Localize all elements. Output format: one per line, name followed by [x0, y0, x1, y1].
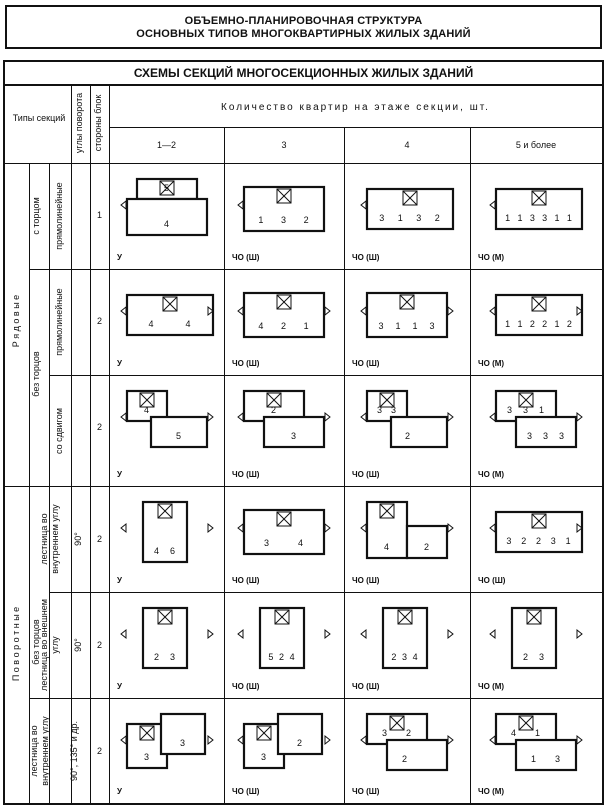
apartment-number: 1	[395, 321, 401, 331]
apartment-number: 1	[258, 215, 264, 225]
section-caption: ЧО (Ш)	[352, 682, 380, 691]
sides-row-5: 2	[96, 640, 102, 650]
sides-row-3: 2	[96, 422, 102, 432]
row-line-2	[49, 375, 602, 376]
section-plan	[490, 712, 582, 776]
sides-row-1: 1	[96, 210, 102, 220]
apartment-number: 1	[303, 321, 309, 331]
end-marker	[448, 630, 453, 638]
apartment-number: 3	[550, 536, 556, 546]
end-marker	[448, 736, 453, 744]
end-marker	[490, 736, 495, 744]
section-caption: ЧО (М)	[478, 682, 505, 691]
end-marker	[490, 524, 495, 532]
section-plan	[238, 712, 330, 776]
apartment-number: 4	[289, 652, 295, 662]
with-end-label: с торцом	[31, 197, 41, 235]
section-plan	[490, 500, 582, 564]
section-caption: У	[117, 576, 122, 585]
apartment-number: 3	[377, 405, 383, 415]
apartment-number: 2	[405, 431, 411, 441]
row-line-3	[5, 486, 602, 487]
col-header-2: 3	[281, 140, 287, 150]
end-marker	[325, 736, 330, 744]
table-subtitle: СХЕМЫ СЕКЦИЙ МНОГОСЕКЦИОННЫХ ЖИЛЫХ ЗДАНИЙ	[5, 62, 602, 86]
apartment-number: 4	[258, 321, 264, 331]
apartment-number: 3	[402, 652, 408, 662]
end-marker	[448, 307, 453, 315]
apartment-number: 2	[303, 215, 309, 225]
section-caption: У	[117, 359, 122, 368]
section-plan	[121, 712, 213, 776]
section-plan	[490, 606, 582, 670]
col-line-4	[470, 127, 471, 803]
header-types: Типы секций	[12, 113, 66, 123]
end-marker	[238, 201, 243, 209]
section-plan	[361, 389, 453, 453]
sides-row-2: 2	[96, 316, 102, 326]
col-line-sides	[90, 86, 91, 803]
section-caption: ЧО (Ш)	[352, 253, 380, 262]
end-marker	[361, 201, 366, 209]
apartment-number: 3	[523, 405, 529, 415]
row-line-4	[49, 592, 602, 593]
section-plan	[238, 500, 330, 564]
apartment-number: 3	[542, 213, 548, 223]
apartment-number: 2	[424, 542, 430, 552]
straight-label-2: прямолинейные	[54, 288, 64, 356]
section-plan	[121, 177, 213, 241]
apartment-number: 3	[379, 213, 385, 223]
section-caption: ЧО (М)	[478, 470, 505, 479]
apartment-number: 2	[523, 652, 529, 662]
end-marker	[238, 307, 243, 315]
col-header-3: 4	[404, 140, 410, 150]
section-plan	[361, 500, 453, 564]
apartment-number: 1	[531, 754, 537, 764]
end-marker	[577, 736, 582, 744]
document-title	[5, 5, 602, 49]
apartment-number: 3	[506, 536, 512, 546]
apartment-number: 3	[507, 405, 513, 415]
angle-label-2: 90°	[73, 638, 83, 652]
apartment-number: 2	[281, 321, 287, 331]
plan-wall	[127, 199, 207, 235]
apartment-number: 2	[542, 319, 548, 329]
header-count: Количество квартир на этаже секции, шт.	[221, 102, 490, 113]
end-marker	[325, 413, 330, 421]
angle-label-3: 90°, 135° и др.	[69, 721, 79, 782]
apartment-number: 3	[382, 728, 388, 738]
end-marker	[361, 524, 366, 532]
plan-wall	[161, 714, 205, 754]
col-line-angle	[71, 86, 72, 803]
title-line-1: ОБЪЕМНО-ПЛАНИРОВОЧНАЯ СТРУКТУРА	[184, 15, 423, 27]
end-marker	[208, 413, 213, 421]
apartment-number: 2	[391, 652, 397, 662]
end-marker	[121, 736, 126, 744]
end-marker	[238, 736, 243, 744]
section-plan	[361, 712, 453, 776]
row-line-1	[29, 269, 602, 270]
end-marker	[490, 630, 495, 638]
inner-stair-label-2: лестница во внутреннем углу	[29, 716, 50, 786]
end-marker	[208, 524, 213, 532]
sections-table	[3, 60, 604, 805]
apartment-number: 4	[185, 319, 191, 329]
end-marker	[208, 736, 213, 744]
end-marker	[121, 630, 126, 638]
apartment-number: 1	[566, 213, 572, 223]
header-sides: стороны блок	[93, 94, 103, 152]
section-plan	[238, 283, 330, 347]
section-plan	[238, 606, 330, 670]
section-caption: ЧО (Ш)	[232, 682, 260, 691]
section-plan	[361, 283, 453, 347]
col-header-4: 5 и более	[515, 140, 557, 150]
shifted-label: со сдвигом	[54, 408, 64, 454]
apartment-number: 1	[397, 213, 403, 223]
section-caption: ЧО (Ш)	[232, 787, 260, 796]
apartment-number: 3	[169, 652, 175, 662]
end-marker	[208, 630, 213, 638]
apartment-number: 4	[511, 728, 517, 738]
apartment-number: 1	[554, 213, 560, 223]
plan-wall	[496, 295, 582, 335]
section-plan	[490, 283, 582, 347]
end-marker	[121, 524, 126, 532]
section-caption: ЧО (М)	[478, 359, 505, 368]
apartment-number: 3	[539, 652, 545, 662]
apartment-number: 2	[521, 536, 527, 546]
col-line-1	[109, 86, 110, 803]
section-plan	[238, 177, 330, 241]
plan-wall	[391, 417, 447, 447]
header-divider	[109, 127, 602, 128]
section-caption: ЧО (Ш)	[352, 470, 380, 479]
section-caption: ЧО (Ш)	[232, 470, 260, 479]
section-caption: У	[117, 470, 122, 479]
end-marker	[448, 524, 453, 532]
apartment-number: 2	[271, 405, 277, 415]
plan-wall	[496, 512, 582, 552]
plan-wall	[278, 714, 322, 754]
title-line-2: ОСНОВНЫХ ТИПОВ МНОГОКВАРТИРНЫХ ЖИЛЫХ ЗДАНИЙ	[136, 28, 471, 40]
end-marker	[490, 201, 495, 209]
apartment-number: 1	[535, 728, 541, 738]
end-marker	[238, 630, 243, 638]
end-marker	[577, 630, 582, 638]
end-marker	[361, 630, 366, 638]
apartment-number: 3	[143, 752, 149, 762]
plan-wall	[244, 510, 324, 554]
apartment-number: 3	[429, 321, 435, 331]
section-plan	[121, 500, 213, 564]
section-plan	[490, 177, 582, 241]
apartment-number: 1	[554, 319, 560, 329]
apartment-number: 2	[536, 536, 542, 546]
straight-label-1: прямолинейные	[54, 182, 64, 250]
apartment-number: 4	[298, 538, 304, 548]
apartment-number: 3	[179, 738, 185, 748]
apartment-number: 2	[153, 652, 159, 662]
end-marker	[121, 413, 126, 421]
apartment-number: 2	[529, 319, 535, 329]
apartment-number: 2	[406, 728, 412, 738]
inner-stair-label-1: лестница во внутреннем углу	[39, 504, 60, 574]
apartment-number: 3	[378, 321, 384, 331]
section-caption: ЧО (Ш)	[232, 359, 260, 368]
end-marker	[361, 307, 366, 315]
end-marker	[238, 524, 243, 532]
header-bottom-line	[5, 163, 602, 164]
end-marker	[490, 413, 495, 421]
apartment-number: 2	[279, 652, 285, 662]
section-caption: У	[117, 253, 122, 262]
section-plan	[121, 606, 213, 670]
section-caption: ЧО (М)	[478, 253, 505, 262]
end-marker	[325, 630, 330, 638]
no-end-label-2: без торцов	[31, 619, 41, 665]
apartment-number: 2	[434, 213, 440, 223]
apartment-number: 2	[402, 754, 408, 764]
apartment-number: 2	[297, 738, 303, 748]
apartment-number: 5	[175, 431, 181, 441]
apartment-number: 1	[565, 536, 571, 546]
apartment-number: 1	[539, 405, 545, 415]
group-turn-label: П о в о р о т н ы е	[11, 606, 21, 682]
apartment-number: 1	[505, 213, 511, 223]
apartment-number: 1	[412, 321, 418, 331]
angle-label-1: 90°	[73, 532, 83, 546]
apartment-number: 3	[416, 213, 422, 223]
section-plan	[361, 177, 453, 241]
apartment-number: 3	[264, 538, 270, 548]
apartment-number: 2	[566, 319, 572, 329]
end-marker	[490, 307, 495, 315]
col-header-1: 1—2	[156, 140, 176, 150]
group-row-label: Р я д о в ы е	[11, 294, 21, 348]
plan-wall	[367, 189, 453, 229]
plan-wall	[127, 295, 213, 335]
apartment-number: 4	[148, 319, 154, 329]
end-marker	[121, 201, 126, 209]
section-caption: ЧО (Ш)	[352, 787, 380, 796]
header-angle: углы поворота	[74, 92, 84, 154]
apartment-number: 4	[143, 405, 149, 415]
apartment-number: 3	[291, 431, 297, 441]
apartment-number: 4	[384, 542, 390, 552]
col-line-2	[224, 127, 225, 803]
apartment-number: 3	[391, 405, 397, 415]
apartment-number: 3	[527, 431, 533, 441]
apartment-number: 5	[163, 183, 169, 193]
end-marker	[448, 413, 453, 421]
apartment-number: 3	[559, 431, 565, 441]
end-marker	[325, 307, 330, 315]
apartment-number: 4	[153, 546, 159, 556]
plan-wall	[387, 740, 447, 770]
section-caption: У	[117, 787, 122, 796]
apartment-number: 3	[543, 431, 549, 441]
end-marker	[361, 736, 366, 744]
outer-stair-label: лестница во внешнем углу	[39, 599, 60, 691]
apartment-number: 4	[163, 219, 169, 229]
end-marker	[361, 413, 366, 421]
sides-row-4: 2	[96, 534, 102, 544]
section-plan	[490, 389, 582, 453]
apartment-number: 6	[169, 546, 175, 556]
section-plan	[121, 389, 213, 453]
apartment-number: 3	[529, 213, 535, 223]
apartment-number: 3	[281, 215, 287, 225]
apartment-number: 1	[517, 213, 523, 223]
section-caption: У	[117, 682, 122, 691]
apartment-number: 3	[555, 754, 561, 764]
apartment-number: 4	[412, 652, 418, 662]
apartment-number: 1	[517, 319, 523, 329]
section-plan	[361, 606, 453, 670]
section-caption: ЧО (М)	[478, 787, 505, 796]
section-caption: ЧО (Ш)	[352, 359, 380, 368]
sides-row-6: 2	[96, 746, 102, 756]
end-marker	[238, 413, 243, 421]
apartment-number: 5	[268, 652, 274, 662]
no-end-label-1: без торцов	[31, 351, 41, 397]
section-caption: ЧО (Ш)	[232, 253, 260, 262]
section-caption: ЧО (Ш)	[352, 576, 380, 585]
plan-wall	[496, 189, 582, 229]
apartment-number: 3	[261, 752, 267, 762]
end-marker	[121, 307, 126, 315]
end-marker	[325, 524, 330, 532]
apartment-number: 1	[505, 319, 511, 329]
section-caption: ЧО (Ш)	[478, 576, 506, 585]
section-plan	[121, 283, 213, 347]
section-caption: ЧО (Ш)	[232, 576, 260, 585]
end-marker	[577, 413, 582, 421]
row-line-5	[29, 698, 602, 699]
col-line-3	[344, 127, 345, 803]
section-plan	[238, 389, 330, 453]
plan-wall	[516, 740, 576, 770]
